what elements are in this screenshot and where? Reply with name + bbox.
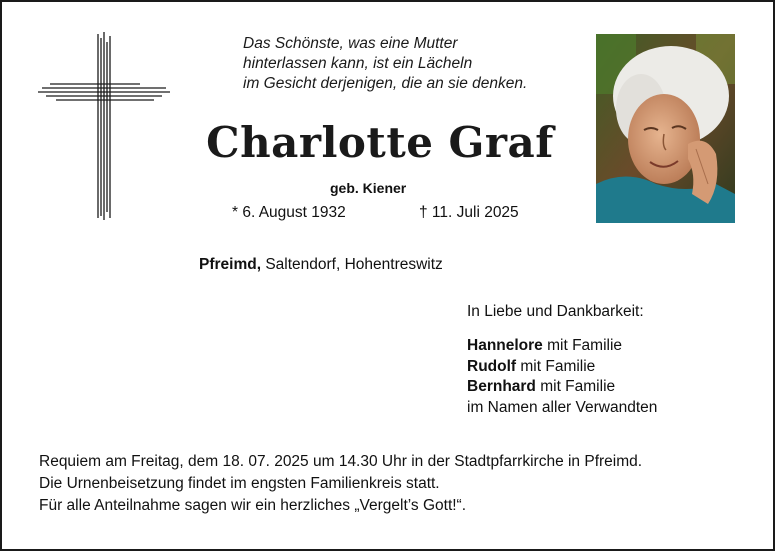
death-date: † 11. Juli 2025 (419, 204, 519, 221)
footer-line: Für alle Anteilnahme sagen wir ein herzliches „Vergelt’s Gott!“. (39, 497, 467, 514)
mourners-closing: im Namen aller Verwandten (467, 398, 658, 416)
quote-line: Das Schönste, was eine Mutter (243, 35, 458, 52)
quote-line: hinterlassen kann, ist ein Lächeln (243, 55, 473, 72)
mourner-suffix: mit Familie (542, 337, 623, 354)
place-main: Pfreimd, (199, 256, 262, 273)
footer-text (39, 451, 642, 517)
footer-line: Requiem am Freitag, dem 18. 07. 2025 um 14.30 Uhr in der Stadtpfarrkirche in Pfreimd. (39, 453, 643, 470)
place-others: Saltendorf, Hohentreswitz (261, 256, 443, 273)
mourner-suffix: mit Familie (535, 378, 616, 395)
mourner-suffix: mit Familie (516, 357, 596, 375)
mourner-name: Bernhard (467, 378, 536, 395)
mourner-name: Hannelore (467, 337, 543, 354)
thanks-intro: In Liebe und Dankbarkeit: (467, 303, 644, 320)
portrait-photo (596, 34, 735, 223)
mourner (467, 336, 657, 357)
footer-line: Die Urnenbeisetzung findet im engsten Familienkreis statt. (39, 475, 440, 492)
mourner (467, 357, 657, 378)
places (199, 256, 443, 274)
memorial-quote (243, 34, 527, 94)
birth-date: * 6. August 1932 (232, 204, 346, 221)
mourner (467, 377, 657, 398)
maiden-name: geb. Kiener (330, 180, 407, 196)
mourner-name: Rudolf (467, 357, 517, 375)
deceased-name: Charlotte Graf (206, 118, 554, 167)
mourners-list (467, 336, 657, 418)
quote-line: im Gesicht derjenigen, die an sie denken. (243, 75, 528, 92)
cross-icon (36, 32, 172, 222)
